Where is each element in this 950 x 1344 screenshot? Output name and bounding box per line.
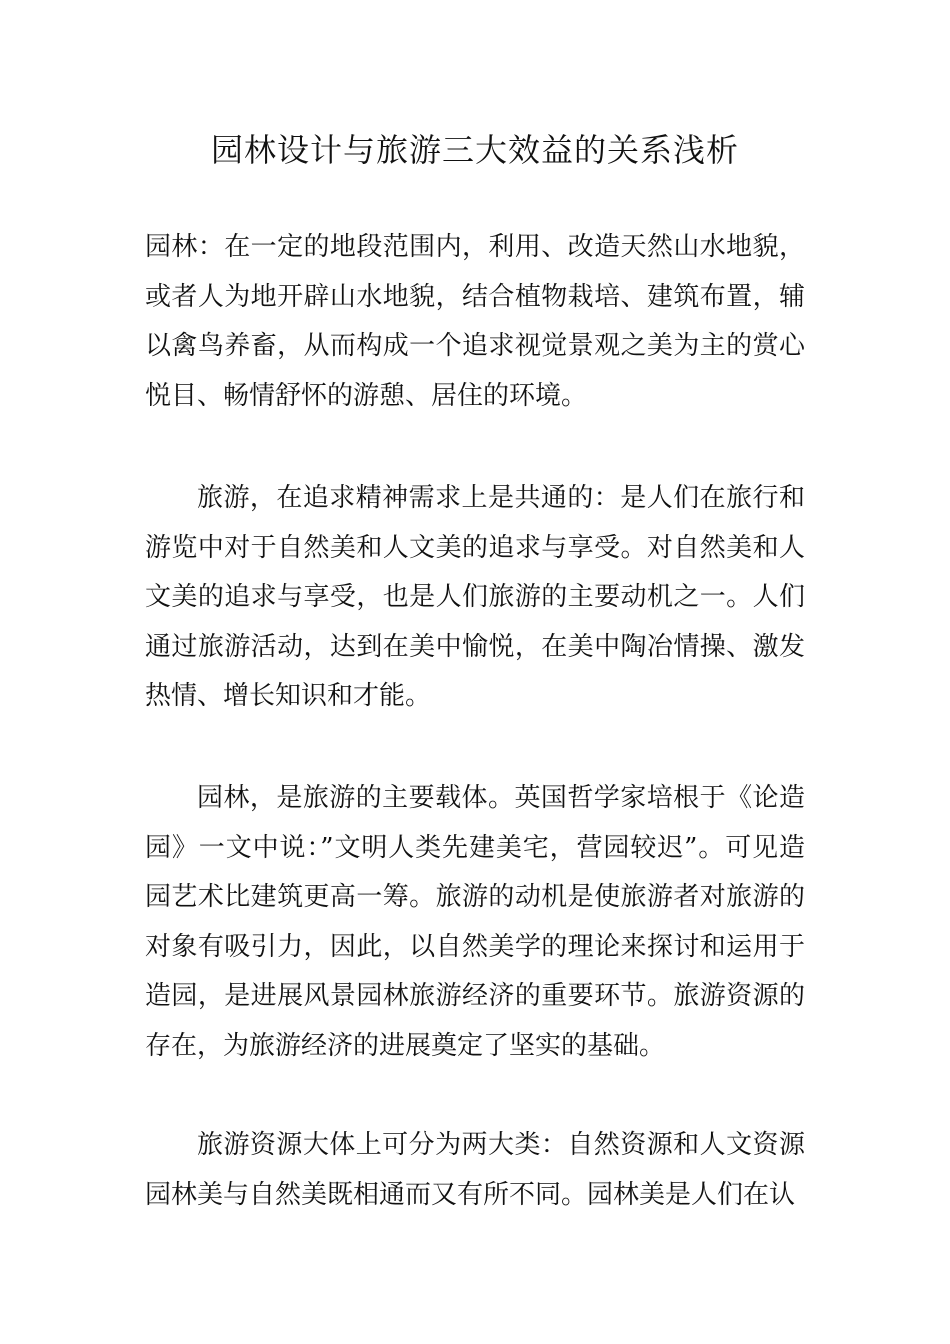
paragraph-garden-carrier: 园林，是旅游的主要载体。英国哲学家培根于《论造园》一文中说：”文明人类先建美宅，营园较迟”。可见造园艺术比建筑更高一筹。旅游的动机是使旅游者对旅游的对象有吸引力，因此，以自然美学的理论来探讨和运用于造园，是进展风景园林旅游经济的重要环节。旅游资源的存在，为旅游经济的进展奠定了坚实的基础。 xyxy=(145,783,805,1061)
paragraph-tourism-resources: 旅游资源大体上可分为两大类：自然资源和人文资源园林美与自然美既相通而又有所不同。园林美是人们在认 xyxy=(145,1130,805,1210)
document-title: 园林设计与旅游三大效益的关系浅析 xyxy=(210,131,739,169)
paragraph-garden-definition: 园林：在一定的地段范围内，利用、改造天然山水地貌，或者人为地开辟山水地貌，结合植物栽培、建筑布置，辅以禽鸟养畜，从而构成一个追求视觉景观之美为主的赏心悦目、畅情舒怀的游憩、居住的环境。 xyxy=(145,232,805,411)
paragraph-tourism: 旅游，在追求精神需求上是共通的：是人们在旅行和游览中对于自然美和人文美的追求与享受。对自然美和人文美的追求与享受，也是人们旅游的主要动机之一。人们通过旅游活动，达到在美中愉悦，在美中陶冶情操、激发热情、增长知识和才能。 xyxy=(145,483,805,711)
